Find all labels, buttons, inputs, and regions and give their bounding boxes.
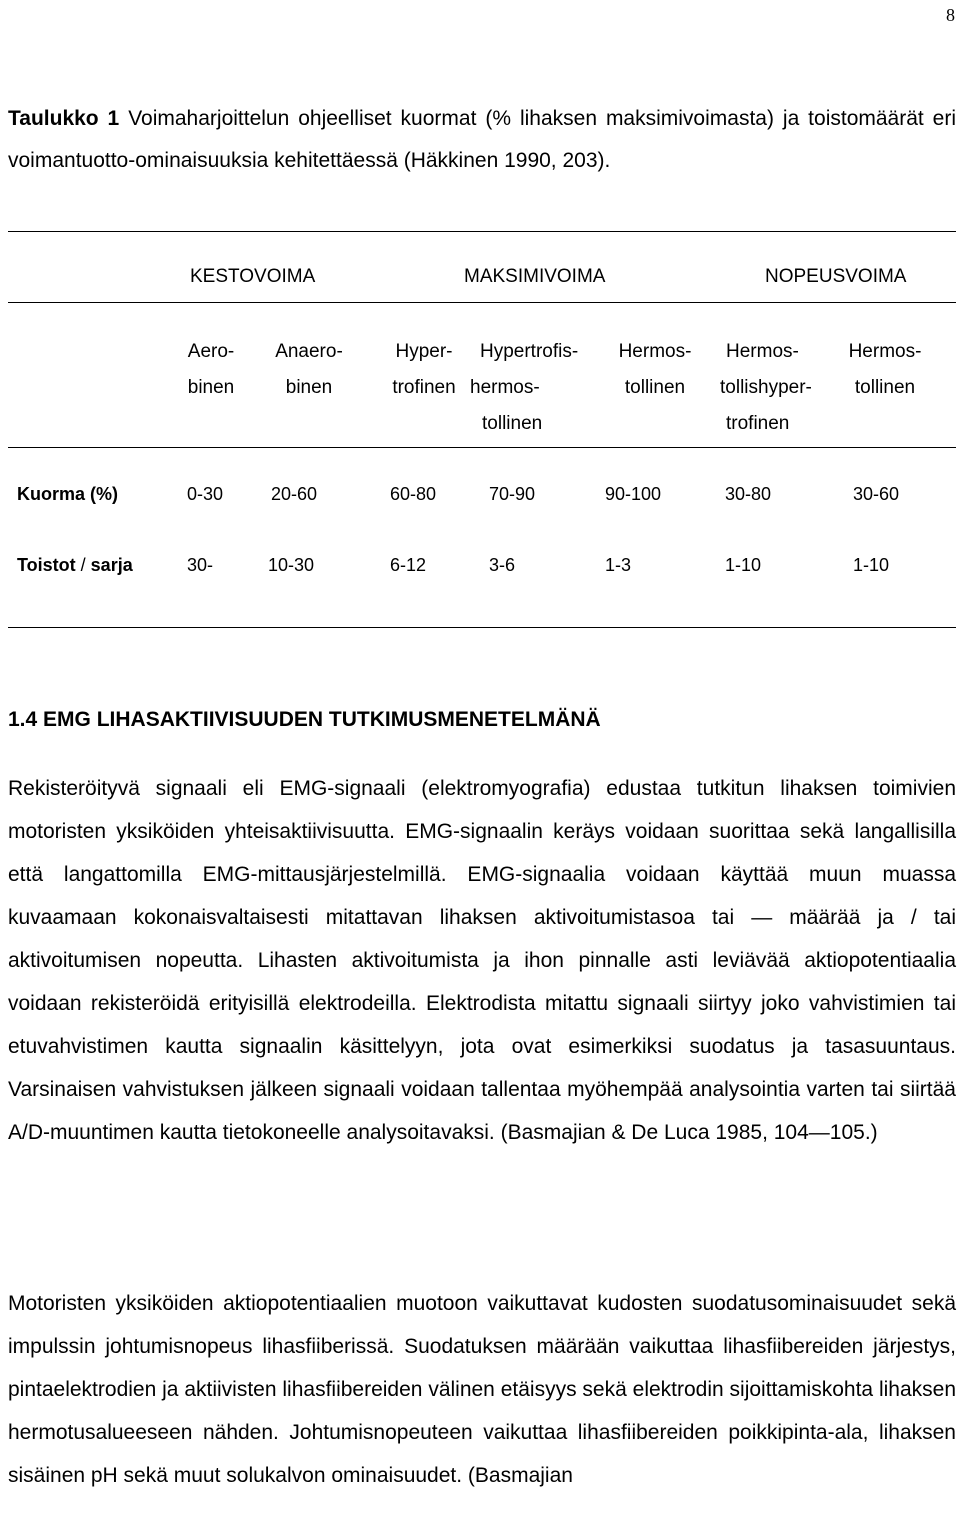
column-header-line: binen <box>285 377 333 398</box>
group-rule <box>8 302 956 303</box>
table-cell: 6-12 <box>390 555 427 575</box>
table-cell: 70-90 <box>489 484 536 504</box>
table-bottom-rule <box>8 627 956 628</box>
table-cell: 30-80 <box>725 484 772 504</box>
column-header-line: Hermos- <box>848 341 922 362</box>
column-header-line: Hermos- <box>618 341 692 362</box>
column-header-line: Hypertrofis- <box>480 341 579 362</box>
caption-label: Taulukko 1 <box>8 107 120 130</box>
table-cell: 1-10 <box>725 555 762 575</box>
column-header-hypertrofinen <box>378 334 470 406</box>
page-number: 8 <box>946 5 955 25</box>
column-header-line: trofinen <box>392 377 456 398</box>
table-cell: 30-60 <box>853 484 900 504</box>
table-cell: 20-60 <box>271 484 318 504</box>
column-header-hermostollishypertrofinen <box>720 334 840 442</box>
row-label-part: Toistot <box>17 555 76 575</box>
column-header-line: trofinen <box>726 413 790 434</box>
row-label-toistot-sarja <box>17 555 133 576</box>
row-label-part: sarja <box>90 555 133 575</box>
caption-text: Voimaharjoittelun ohjeelliset kuormat (% lihaksen maksimivoimasta) ja toistomäärät eri voimantuotto-ominaisuuksia kehitettäessä (Häkkinen 1990, 203). <box>8 107 957 172</box>
column-header-hermostollinen <box>605 334 705 406</box>
group-header-kestovoima: KESTOVOIMA <box>190 266 316 287</box>
body-paragraph-1: Rekisteröityvä signaali eli EMG-signaali (elektromyografia) edustaa tutkitun lihaksen toimivien motoristen yksiköiden yhteisaktiivisuutta. EMG-signaalin keräys voidaan suorittaa sekä langallisilla että langattomilla EMG-mittausjärjestelmillä. EMG-signaalia voidaan käyttää muun muassa kuvaamaan kokonaisvaltaisesti mitattavan lihaksen aktivoitumistasoa tai — määrää ja / tai aktivoitumisen nopeutta. Lihasten aktivoitumista ja ihon pinnalle asti leviävää aktiopotentiaalia voidaan rekisteröidä erityisillä elektrodeilla. Elektrodista mitattu signaali siirtyy joko vahvistimien tai etuvahvistimen kautta signaalin käsittelyyn, jota ovat esimerkiksi suodatus ja tasasuuntaus. Varsinaisen vahvistuksen jälkeen signaali voidaan tallentaa myöhempää analysointia varten tai siirtää A/D-muuntimen kautta tietokoneelle analysoitavaksi. (Basmajian & De Luca 1985, 104—105.) <box>8 777 956 1144</box>
column-header-line: tollinen <box>482 413 543 434</box>
table-caption <box>8 98 956 182</box>
column-header-hypertrofis-hermostollinen <box>470 334 600 442</box>
table-cell: 0-30 <box>187 484 224 504</box>
column-header-anaerobinen <box>268 334 350 406</box>
column-header-line: Hyper- <box>395 341 453 362</box>
table-cell: 60-80 <box>390 484 437 504</box>
body-paragraph-2: Motoristen yksiköiden aktiopotentiaalien muotoon vaikuttavat kudosten suodatusominaisuudet sekä impulssin johtumisnopeus lihasfiiberissä. Suodatuksen määrään vaikuttaa lihasfiibereiden järjestys, pintaelektrodien ja aktiivisten lihasfiibereiden välinen etäisyys sekä elektrodin sijoittamiskohta lihaksen hermotusalueeseen nähden. Johtumisnopeuteen vaikuttaa lihasfiibereiden poikkipinta-ala, lihaksen sisäinen pH sekä muut solukalvon ominaisuudet. (Basmajian <box>8 1292 956 1487</box>
group-header-maksimivoima: MAKSIMIVOIMA <box>464 266 606 287</box>
table-cell: 90-100 <box>605 484 662 504</box>
column-header-hermostollinen-2 <box>838 334 932 406</box>
column-header-line: tollinen <box>624 377 686 398</box>
row-label-separator: / <box>75 555 91 575</box>
section-heading: 1.4 EMG LIHASAKTIIVISUUDEN TUTKIMUSMENETELMÄNÄ <box>8 708 601 731</box>
table-cell: 3-6 <box>489 555 516 575</box>
column-header-line: Aero- <box>187 341 235 362</box>
table-cell: 30- <box>187 555 214 575</box>
column-header-line: Anaero- <box>275 341 343 362</box>
column-header-line: tollishyper- <box>720 377 812 398</box>
table-cell: 10-30 <box>268 555 315 575</box>
header-bottom-rule <box>8 447 956 448</box>
column-header-line: binen <box>187 377 235 398</box>
table-cell: 1-3 <box>605 555 632 575</box>
column-header-aerobinen <box>170 334 252 406</box>
column-header-line: Hermos- <box>726 341 799 362</box>
column-header-line: hermos- <box>470 377 540 398</box>
column-header-line: tollinen <box>854 377 916 398</box>
row-label-kuorma: Kuorma (%) <box>17 484 119 504</box>
table-cell: 1-10 <box>853 555 890 575</box>
table-top-rule <box>8 231 956 232</box>
group-header-nopeusvoima: NOPEUSVOIMA <box>765 266 907 287</box>
